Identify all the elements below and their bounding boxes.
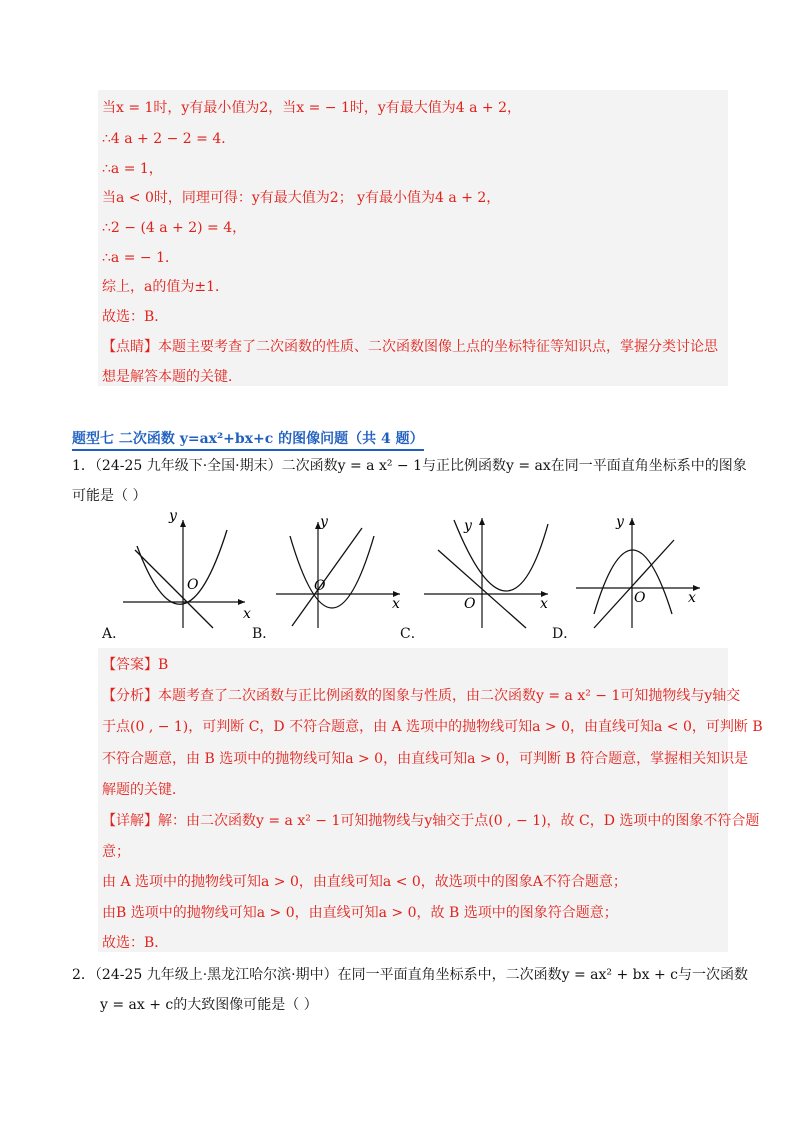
option-b-label[interactable]: B． bbox=[252, 626, 277, 642]
graph-option-c bbox=[420, 510, 570, 630]
analysis-line: 解题的关键． bbox=[102, 782, 186, 798]
detail-line: 故选：B． bbox=[102, 935, 169, 951]
svg-text:O: O bbox=[634, 590, 646, 606]
answer-label: 【答案】B bbox=[102, 657, 169, 673]
solution-line: 综上，a的值为±1． bbox=[102, 279, 229, 295]
analysis-line: 于点(0 , − 1)，可判断 C，D 不符合题意，由 A 选项中的抛物线可知a > 0，由直线可知a < 0，可判断 B bbox=[102, 719, 763, 735]
question-2-text: 2．（24-25 九年级上·黑龙江哈尔滨·期中）在同一平面直角坐标系中，二次函数y = ax² + bx + c与一次函数 bbox=[72, 967, 748, 983]
solution-line: ∴a = − 1． bbox=[102, 250, 179, 266]
graph-option-b bbox=[270, 510, 420, 630]
svg-text:O: O bbox=[187, 577, 199, 593]
solution-line: 当a < 0时，同理可得：y有最大值为2； y有最小值为4 a + 2， bbox=[102, 190, 501, 206]
solution-remark: 【点睛】本题主要考查了二次函数的性质、二次函数图像上点的坐标特征等知识点，掌握分类讨论思 bbox=[102, 339, 718, 355]
analysis-line: 【分析】本题考查了二次函数与正比例函数的图象与性质，由二次函数y = a x² − 1可知抛物线与y轴交 bbox=[102, 688, 741, 704]
solution-line: ∴a = 1， bbox=[102, 161, 163, 177]
svg-text:O: O bbox=[314, 578, 326, 594]
graph-option-d bbox=[570, 510, 720, 630]
detail-line: 意； bbox=[102, 844, 130, 860]
option-d-label[interactable]: D． bbox=[552, 626, 578, 642]
solution-line: ∴2 − (4 a + 2) = 4， bbox=[102, 220, 247, 236]
svg-text:y: y bbox=[464, 518, 472, 534]
section-title: 题型七 二次函数 y=ax²+bx+c 的图像问题（共 4 题） bbox=[72, 428, 424, 451]
svg-text:x: x bbox=[540, 596, 548, 612]
svg-text:y: y bbox=[616, 514, 624, 530]
y-axis-label: y bbox=[169, 510, 177, 524]
graph-option-a bbox=[115, 510, 265, 630]
detail-line: 【详解】解：由二次函数y = a x² − 1可知抛物线与y轴交于点(0 , − 1)，故 C，D 选项中的图象不符合题 bbox=[102, 813, 760, 829]
option-c-label[interactable]: C． bbox=[400, 626, 425, 642]
question-1-text: 1．（24-25 九年级下·全国·期末）二次函数y = a x² − 1与正比例函数y = ax在同一平面直角坐标系中的图象 bbox=[72, 458, 747, 474]
solution-remark: 想是解答本题的关键． bbox=[102, 369, 242, 385]
question-2-text-cont: y = ax + c的大致图像可能是（ ） bbox=[100, 997, 318, 1013]
detail-line: 由 A 选项中的抛物线可知a > 0，由直线可知a < 0，故选项中的图象A不符合题意； bbox=[102, 874, 627, 890]
option-a-label[interactable]: A． bbox=[102, 626, 127, 642]
svg-text:x: x bbox=[392, 596, 400, 612]
detail-line: 由B 选项中的抛物线可知a > 0，由直线可知a > 0，故 B 选项中的图象符合题意； bbox=[102, 905, 618, 921]
svg-text:y: y bbox=[320, 514, 328, 530]
svg-text:x: x bbox=[243, 606, 251, 622]
analysis-line: 不符合题意，由 B 选项中的抛物线可知a > 0，由直线可知a > 0，可判断 B 符合题意，掌握相关知识是 bbox=[102, 751, 749, 767]
svg-text:O: O bbox=[464, 596, 476, 612]
question-1-text-cont: 可能是（ ） bbox=[72, 488, 147, 504]
solution-line: 故选：B． bbox=[102, 309, 169, 325]
svg-text:x: x bbox=[688, 590, 696, 606]
solution-line: ∴4 a + 2 − 2 = 4． bbox=[102, 131, 236, 147]
solution-line: 当x = 1时，y有最小值为2，当x = − 1时，y有最大值为4 a + 2， bbox=[102, 100, 522, 116]
